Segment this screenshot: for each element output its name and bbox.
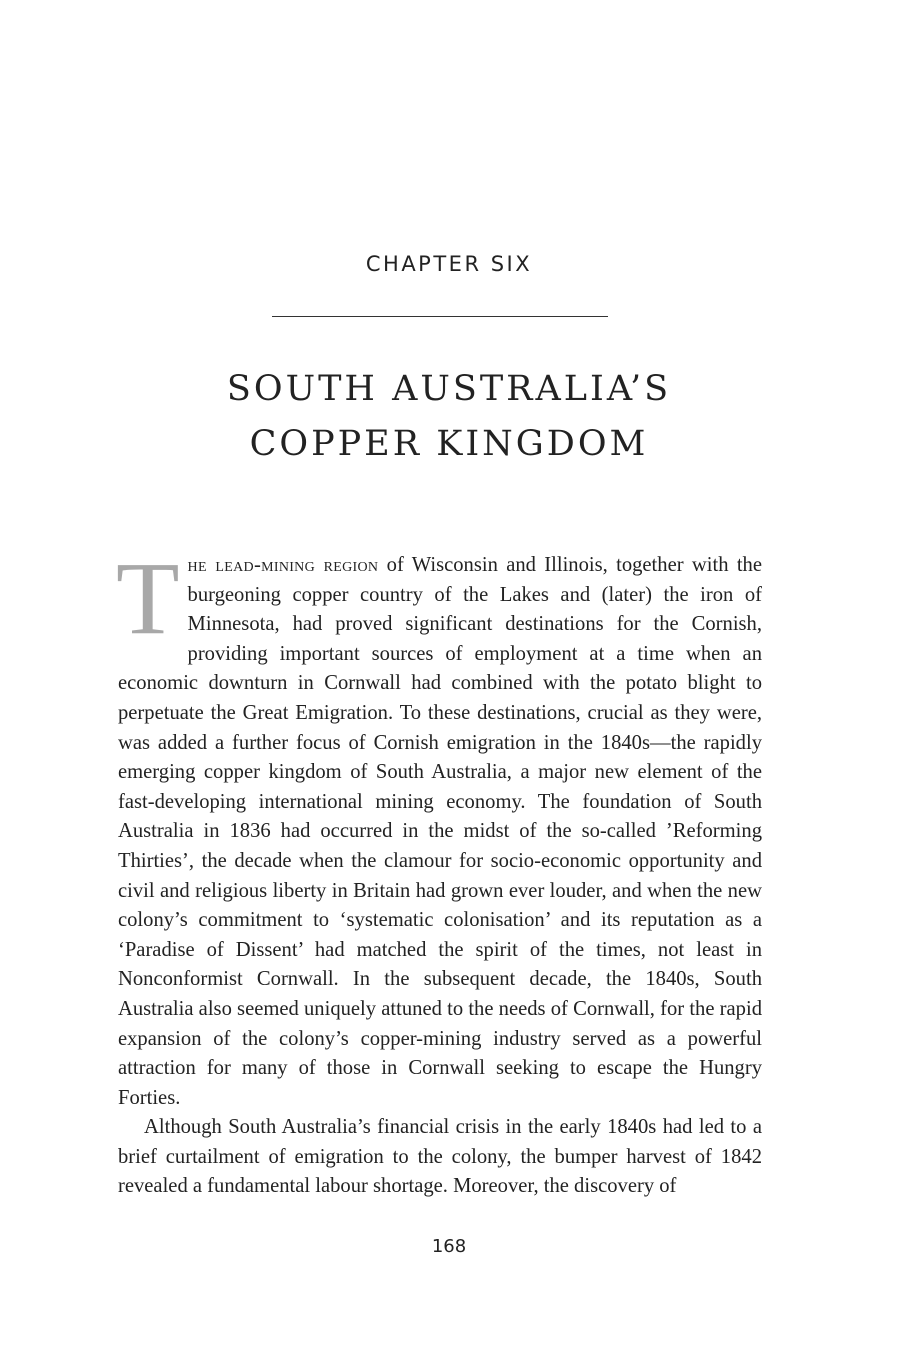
chapter-title-line-1: SOUTH AUSTRALIA’S: [226, 369, 672, 409]
page-number: 168: [431, 1236, 467, 1257]
opening-smallcaps: he lead-mining region: [187, 554, 379, 576]
paragraph-1-text: of Wisconsin and Illinois, together with the burgeoning copper country of the Lakes and (later) the iron of Minnesota, had proved significant destinations for the Cornish, providing important sources of employment at a time when an economic downturn in Cornwall had combined with the potato blight to perpetuate the Great Emigration. To these destinations, crucial as they were, was added a further focus of Cornish emigration in the 1840s—the rapidly emerging copper kingdom of South Australia, a major new element of the fast-developing international mining economy. The foundation of South Australia in 1836 had occurred in the midst of the so-called ’Reforming Thirties’, the decade when the clamour for socio-economic opportunity and civil and religious liberty in Britain had grown ever louder, and when the new colony’s commitment to ‘systematic colonisation’ and its reputation as a ‘Paradise of Dissent’ had matched the spirit of the times, not least in Nonconformist Cornwall. In the subsequent decade, the 1840s, South Australia also seemed uniquely attuned to the needs of Cornwall, for the rapid expansion of the colony’s copper-mining industry served as a powerful attraction for many of those in Cornwall seeking to escape the Hungry Forties.: [118, 554, 762, 1109]
body-text: [116, 541, 762, 1202]
paragraph-1: [116, 541, 762, 1113]
drop-cap: T: [116, 541, 180, 656]
chapter-label: CHAPTER SIX: [365, 252, 533, 276]
paragraph-2: Although South Australia’s financial crisis in the early 1840s had led to a brief curtailment of emigration to the colony, the bumper harvest of 1842 revealed a fundamental labour shortage. Moreover, the discovery of: [118, 1116, 762, 1198]
chapter-rule: [272, 316, 608, 317]
chapter-title: [0, 362, 898, 472]
chapter-title-line-2: COPPER KINGDOM: [249, 424, 649, 464]
